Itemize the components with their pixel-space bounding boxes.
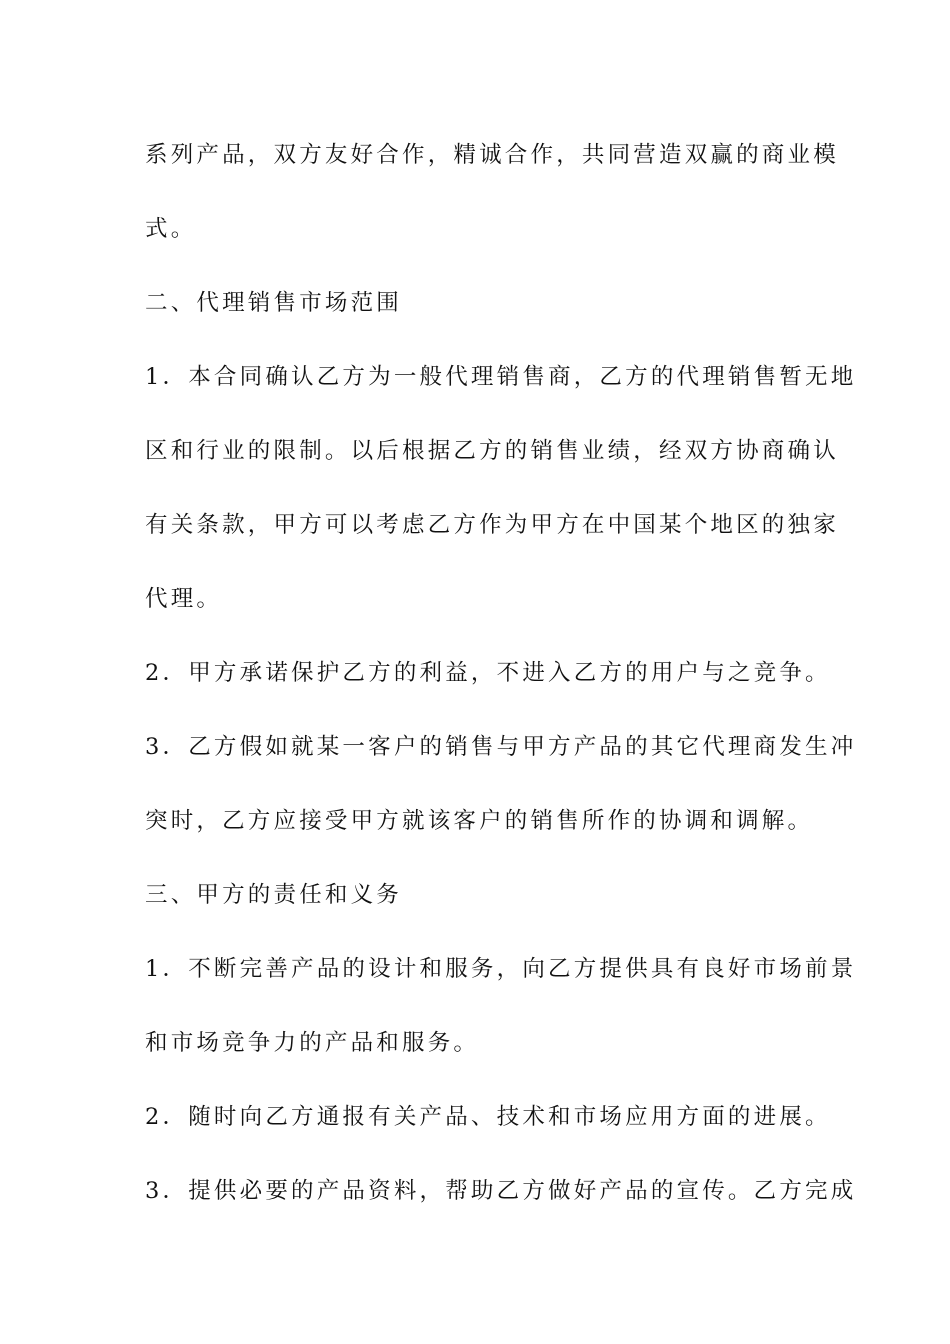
section-heading: 三、甲方的责任和义务 [145, 882, 403, 908]
paragraph-line: 突时，乙方应接受甲方就该客户的销售所作的协调和调解。 [145, 808, 814, 834]
paragraph-line: 1．本合同确认乙方为一般代理销售商，乙方的代理销售暂无地 [145, 364, 857, 390]
section-heading: 二、代理销售市场范围 [145, 290, 403, 316]
paragraph-line: 3．提供必要的产品资料，帮助乙方做好产品的宣传。乙方完成 [145, 1178, 857, 1204]
paragraph-line: 有关条款，甲方可以考虑乙方作为甲方在中国某个地区的独家 [145, 512, 839, 538]
paragraph-line: 和市场竞争力的产品和服务。 [145, 1030, 480, 1056]
paragraph-line: 代理。 [145, 586, 223, 612]
paragraph-line: 系列产品，双方友好合作，精诚合作，共同营造双赢的商业模 [145, 142, 839, 168]
paragraph-line: 1．不断完善产品的设计和服务，向乙方提供具有良好市场前景 [145, 956, 857, 982]
paragraph-line: 区和行业的限制。以后根据乙方的销售业绩，经双方协商确认 [145, 438, 839, 464]
paragraph-line: 2．甲方承诺保护乙方的利益，不进入乙方的用户与之竞争。 [145, 660, 831, 686]
paragraph-line: 3．乙方假如就某一客户的销售与甲方产品的其它代理商发生冲 [145, 734, 857, 760]
paragraph-line: 2．随时向乙方通报有关产品、技术和市场应用方面的进展。 [145, 1104, 831, 1130]
paragraph-line: 式。 [145, 216, 197, 242]
